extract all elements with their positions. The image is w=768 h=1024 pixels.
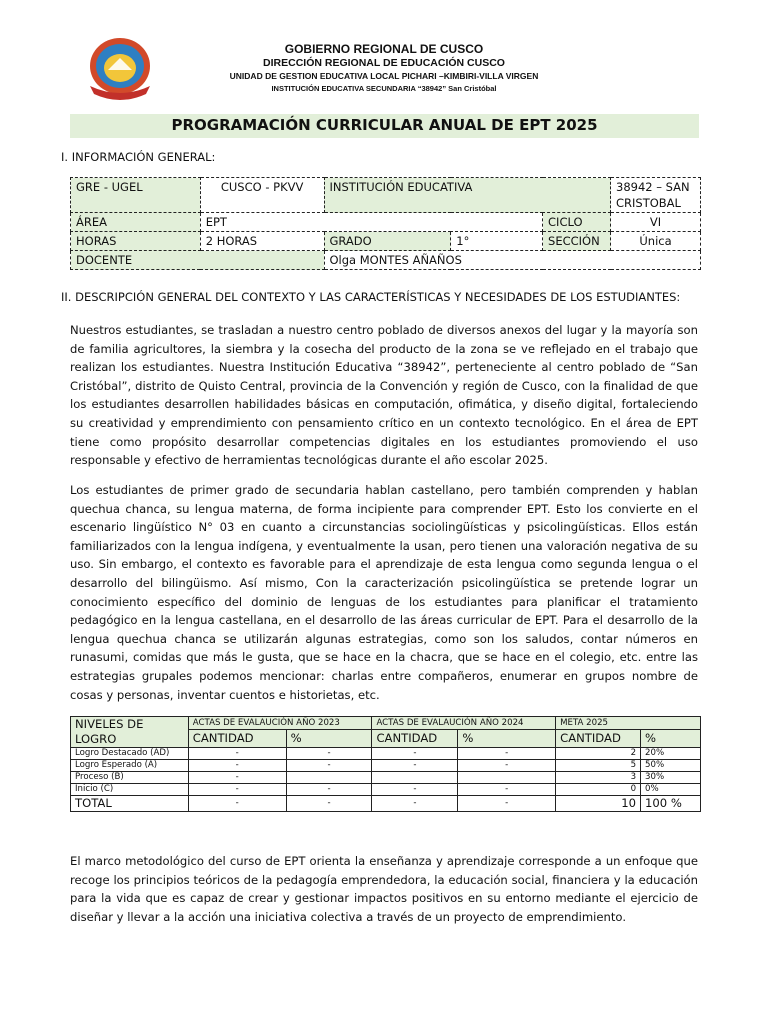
cell-cm: 3 — [556, 772, 641, 784]
header-institution: INSTITUCIÓN EDUCATIVA SECUNDARIA “38942” San Cristóbal — [271, 84, 497, 93]
grado-label: GRADO — [324, 232, 451, 251]
levels-group-2023: ACTAS DE EVALAUCIÓN AÑO 2023 — [188, 717, 372, 730]
total-c24: - — [372, 796, 458, 812]
table-row — [71, 784, 701, 796]
ciclo-value: VI — [611, 213, 701, 232]
cell-c24 — [372, 772, 458, 784]
total-pm: 100 % — [641, 796, 701, 812]
levels-group-meta: META 2025 — [556, 717, 701, 730]
cell-c24: - — [372, 748, 458, 760]
cell-p23: - — [286, 784, 372, 796]
cell-p24: - — [458, 784, 556, 796]
area-value: EPT — [200, 213, 542, 232]
cell-c23: - — [188, 772, 286, 784]
table-total-row — [71, 796, 701, 812]
cell-pm: 50% — [641, 760, 701, 772]
cell-cm: 5 — [556, 760, 641, 772]
ie-value: 38942 – SAN CRISTOBAL — [611, 178, 701, 213]
cell-pm: 30% — [641, 772, 701, 784]
cell-c24: - — [372, 760, 458, 772]
col-pct-meta: % — [641, 730, 701, 748]
levels-header-label: NIVELES DE LOGRO — [71, 717, 189, 748]
institution-logo — [82, 36, 158, 100]
horas-value: 2 HORAS — [200, 232, 324, 251]
col-pct-2023: % — [286, 730, 372, 748]
table-row — [71, 760, 701, 772]
col-pct-2024: % — [458, 730, 556, 748]
achievement-levels-table — [70, 716, 701, 812]
gre-label: GRE - UGEL — [71, 178, 201, 213]
gre-value: CUSCO - PKVV — [200, 178, 324, 213]
horas-label: HORAS — [71, 232, 201, 251]
table-row — [71, 772, 701, 784]
level-name: Logro Destacado (AD) — [71, 748, 189, 760]
cell-p24: - — [458, 760, 556, 772]
cell-c23: - — [188, 748, 286, 760]
cell-c23: - — [188, 760, 286, 772]
docente-value: Olga MONTES AÑAÑOS — [324, 251, 701, 270]
level-name: Proceso (B) — [71, 772, 189, 784]
general-info-table — [70, 177, 701, 270]
paragraph-methodology: El marco metodológico del curso de EPT orienta la enseñanza y aprendizaje corresponde a un enfoque que recoge los principios teóricos de la pedagogía emprendedora, la educación social, financiera y la educación para la vida que es capaz de crear y gestionar impactos positivos en su entorno mediante el ejercicio de diseñar y llevar a la acción una iniciativa colectiva a través de un proyecto de emprendimiento. — [70, 854, 698, 924]
header-government: GOBIERNO REGIONAL DE CUSCO — [284, 42, 484, 56]
cell-pm: 0% — [641, 784, 701, 796]
paragraph-language: Los estudiantes de primer grado de secundaria hablan castellano, pero también comprenden y hablan quechua chanca, su lengua materna, de forma incipiente para comprender EPT. Esto los convierte en el escenario lingüístico N° 03 en cuanto a circunstancias sociolingüísticas y psicolingüísticas. Ellos están familiarizados con la lengua indígena, y eventualmente la usan, pero tienen una valoración negativa de su uso. Sin embargo, el contexto es favorable para el aprendizaje de esta lengua como segunda lengua o el desarrollo del bilingüismo. Así mismo, Con la caracterización psicolingüística se pretende lograr un conocimiento específico del dominio de lenguas de los estudiantes para planificar el tratamiento pedagógico en la lengua castellana, en el desarrollo de las áreas curricular de EPT. Para el desarrollo de la lengua quechua chanca se utilizarán algunas estrategias, como son los saludos, contar números en runasumi, comidas que más le gusta, que se hace en la chacra, que se hace en el colegio, etc. entre las estrategias grupales podemos mencionar: charlas entre compañeros, enumerar en grupos nombre de cosas y personas, inventar cuentos e historietas, etc. — [70, 483, 698, 702]
col-cantidad-2024: CANTIDAD — [372, 730, 458, 748]
table-row — [71, 748, 701, 760]
total-p24: - — [458, 796, 556, 812]
docente-label: DOCENTE — [71, 251, 325, 270]
level-name: Inicio (C) — [71, 784, 189, 796]
levels-group-2024: ACTAS DE EVALAUCIÓN AÑO 2024 — [372, 717, 556, 730]
header-direction: DIRECCIÓN REGIONAL DE EDUCACIÓN CUSCO — [263, 57, 505, 69]
col-cantidad-2023: CANTIDAD — [188, 730, 286, 748]
cell-cm: 0 — [556, 784, 641, 796]
cell-p23: - — [286, 760, 372, 772]
section-heading-general-info: I. INFORMACIÓN GENERAL: — [61, 150, 216, 164]
grado-value: 1° — [451, 232, 543, 251]
total-label: TOTAL — [71, 796, 189, 812]
cell-c23: - — [188, 784, 286, 796]
ciclo-label: CICLO — [543, 213, 611, 232]
cell-p23 — [286, 772, 372, 784]
seccion-value: Única — [611, 232, 701, 251]
paragraph-context: Nuestros estudiantes, se trasladan a nuestro centro poblado de diversos anexos del lugar y la mayoría son de familia agricultores, la siembra y la cosecha del producto de la zona se ve reflejado en el trabajo que realizan los estudiantes. Nuestra Institución Educativa “38942”, perteneciente al centro poblado de “San Cristóbal”, distrito de Quisto Central, provincia de la Convención y región de Cusco, con la finalidad de que los estudiantes desarrollen habilidades básicas en computación, ofimática, y diseño digital, fortaleciendo su creatividad y emprendimiento con pensamiento crítico en un contexto tecnológico. En el área de EPT tiene como propósito desarrollar competencias digitales en los estudiantes promoviendo el uso responsable y efectivo de herramientas tecnológicas durante el año escolar 2025. — [70, 323, 698, 468]
total-cm: 10 — [556, 796, 641, 812]
cell-p23: - — [286, 748, 372, 760]
total-p23: - — [286, 796, 372, 812]
total-c23: - — [188, 796, 286, 812]
col-cantidad-meta: CANTIDAD — [556, 730, 641, 748]
cell-c24: - — [372, 784, 458, 796]
cell-pm: 20% — [641, 748, 701, 760]
section-heading-context: II. DESCRIPCIÓN GENERAL DEL CONTEXTO Y LAS CARACTERÍSTICAS Y NECESIDADES DE LOS ESTUDIANTES: — [61, 290, 681, 304]
cell-p24 — [458, 772, 556, 784]
ie-label: INSTITUCIÓN EDUCATIVA — [324, 178, 611, 213]
cell-cm: 2 — [556, 748, 641, 760]
level-name: Logro Esperado (A) — [71, 760, 189, 772]
cell-p24: - — [458, 748, 556, 760]
seccion-label: SECCIÓN — [543, 232, 611, 251]
document-title: PROGRAMACIÓN CURRICULAR ANUAL DE EPT 2025 — [171, 116, 598, 134]
header-ugel: UNIDAD DE GESTION EDUCATIVA LOCAL PICHARI –KIMBIRI-VILLA VIRGEN — [229, 71, 539, 81]
area-label: ÁREA — [71, 213, 201, 232]
